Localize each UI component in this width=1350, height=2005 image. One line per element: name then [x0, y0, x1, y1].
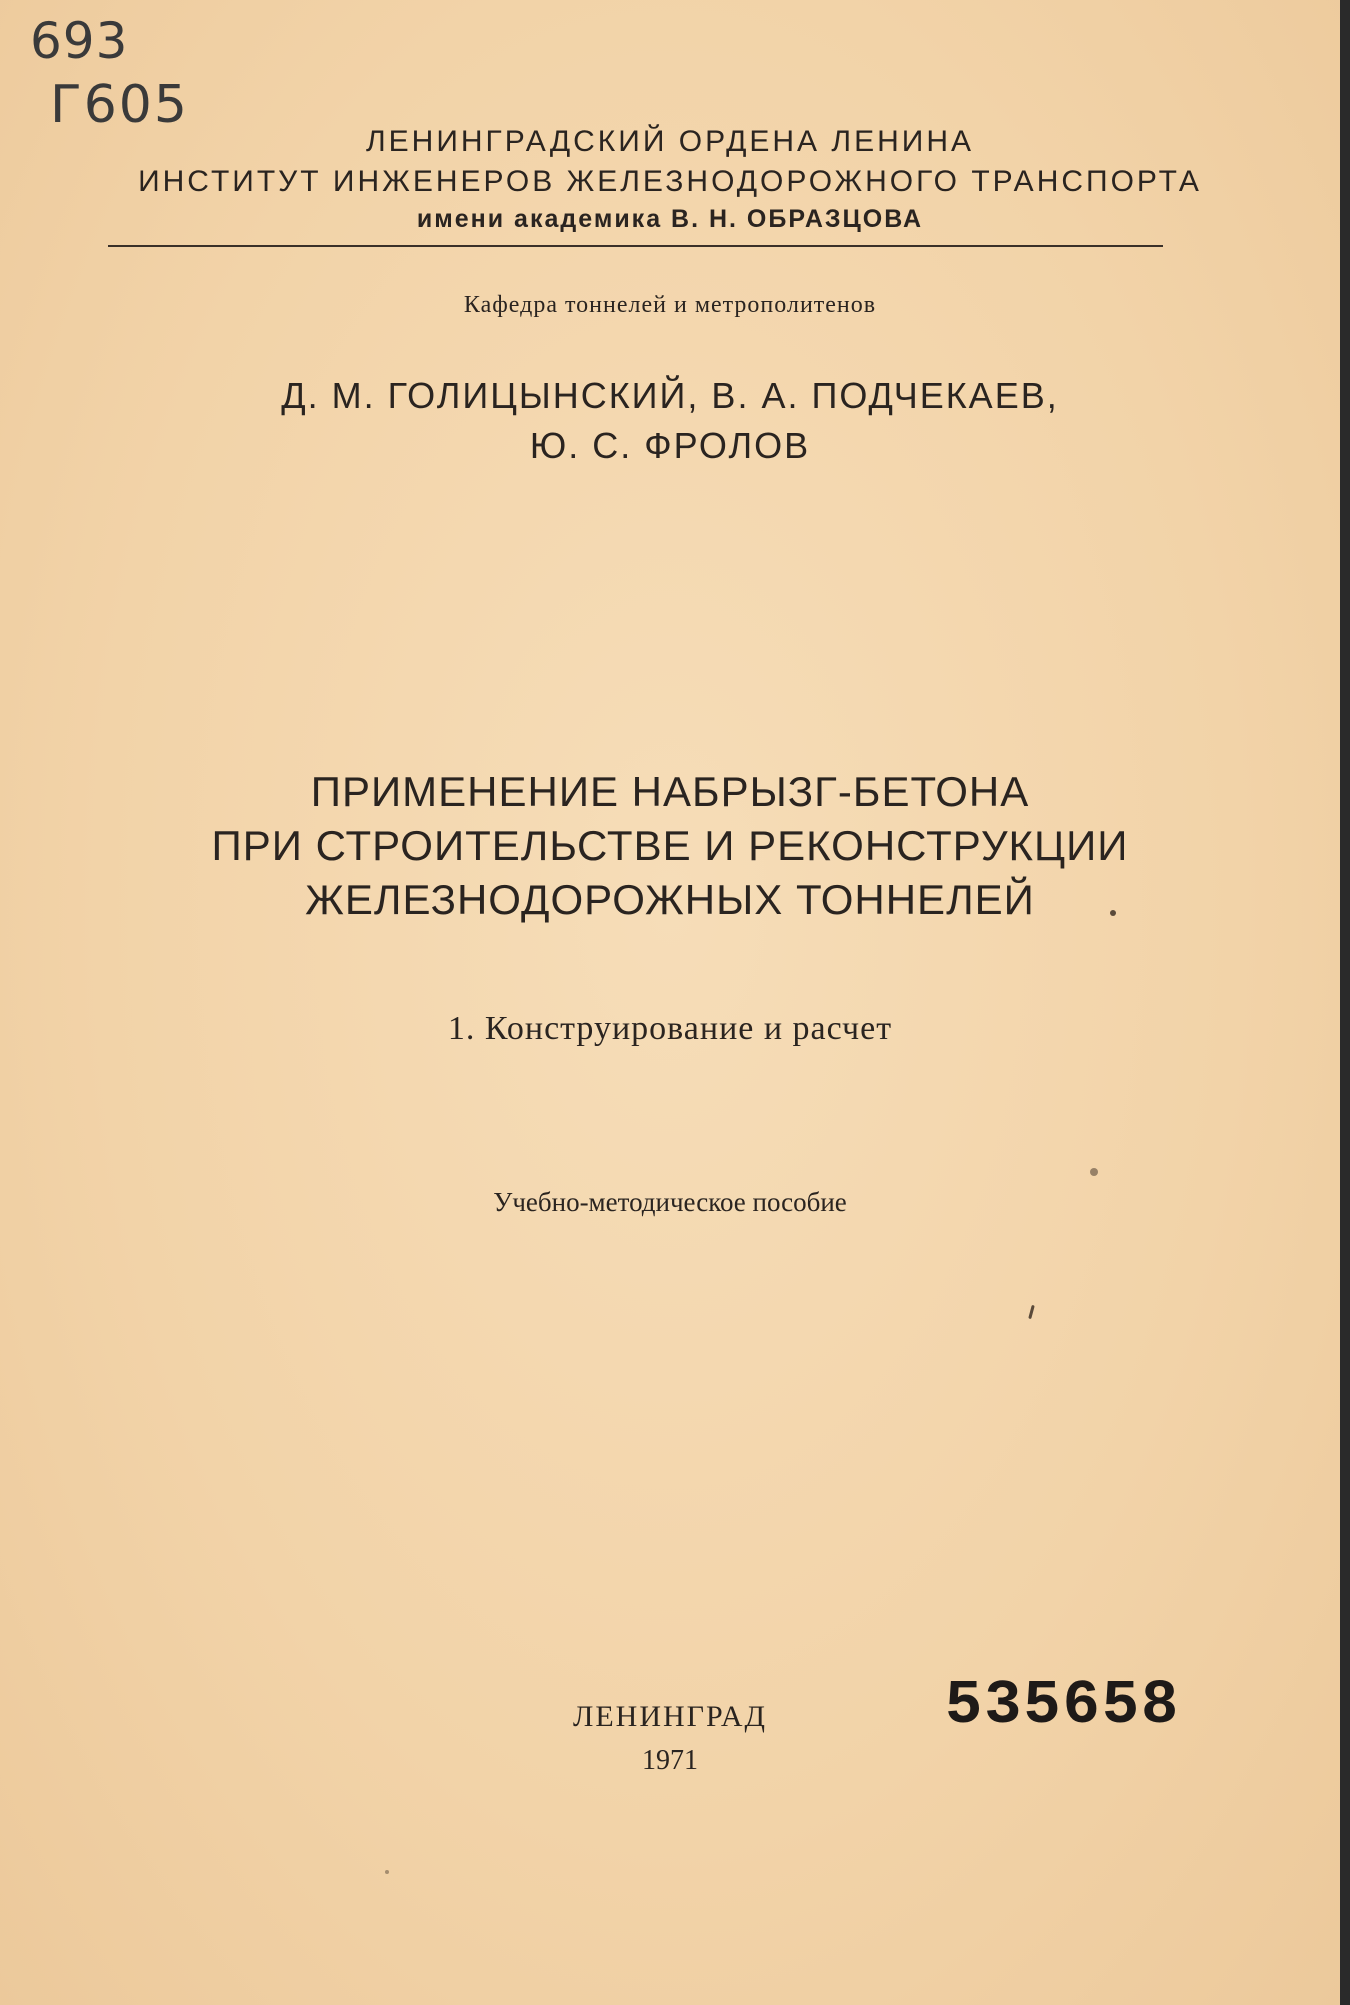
- authors-line1: Д. М. ГОЛИЦЫНСКИЙ, В. А. ПОДЧЕКАЕВ,: [281, 375, 1059, 416]
- scan-edge: [1340, 0, 1350, 2005]
- book-title-line2: ПРИ СТРОИТЕЛЬСТВЕ И РЕКОНСТРУКЦИИ: [211, 822, 1129, 869]
- book-title-line3: ЖЕЛЕЗНОДОРОЖНЫХ ТОННЕЛЕЙ: [305, 876, 1035, 923]
- book-title-line1: ПРИМЕНЕНИЕ НАБРЫЗГ-БЕТОНА: [310, 768, 1030, 815]
- authors-line2: Ю. С. ФРОЛОВ: [529, 425, 811, 466]
- publication-kind: Учебно-методическое пособие: [493, 1187, 847, 1217]
- imprint-year: 1971: [642, 1745, 698, 1776]
- header-divider: [108, 245, 1163, 247]
- institution-line3: имени академика В. Н. ОБРАЗЦОВА: [416, 205, 924, 233]
- inventory-number-stamp: 535658: [945, 1670, 1181, 1741]
- paper-speck: [1090, 1168, 1098, 1176]
- department: Кафедра тоннелей и метрополитенов: [463, 292, 877, 318]
- paper-speck: [1110, 910, 1116, 916]
- handwritten-shelf-mark-line1: 693: [30, 12, 129, 70]
- institution-line2: ИНСТИТУТ ИНЖЕНЕРОВ ЖЕЛЕЗНОДОРОЖНОГО ТРАНСПОРТА: [138, 165, 1202, 198]
- institution-line1: ЛЕНИНГРАДСКИЙ ОРДЕНА ЛЕНИНА: [365, 125, 975, 158]
- book-subtitle: 1. Конструирование и расчет: [447, 1010, 893, 1047]
- imprint-city: ЛЕНИНГРАД: [573, 1700, 767, 1733]
- paper-speck: [1028, 1305, 1035, 1319]
- handwritten-shelf-mark-line2: Г605: [50, 75, 189, 135]
- paper-speck: [385, 1870, 389, 1874]
